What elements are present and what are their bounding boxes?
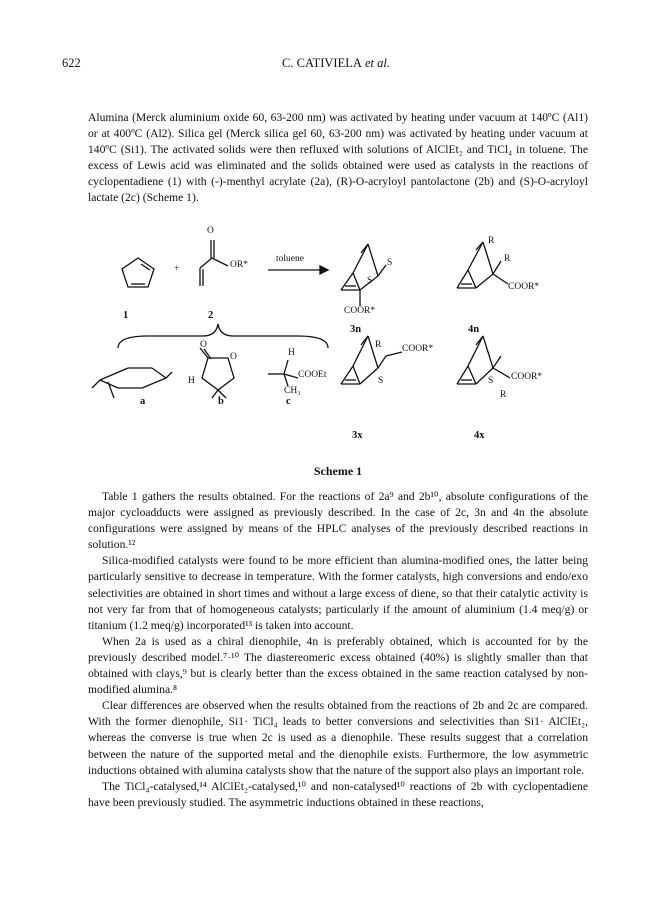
- body-paragraph-3: When 2a is used as a chiral dienophile, 4n is preferably obtained, which is accounted for by the previously described model.⁷·¹⁰ The diastereomeric excess obtained (40%) is slightly smaller than that obtained with clays,⁹ but is clearly better than the excess obtained in the same reaction catalysed by non-modified alumina.⁸: [88, 634, 588, 697]
- c-cooet-label: COOEt: [298, 370, 327, 380]
- 3n-s-label-2: S: [387, 258, 393, 268]
- or-label: OR*: [230, 260, 248, 270]
- compound-4x-label: 4x: [474, 430, 485, 441]
- norbornene-4n: [457, 242, 511, 288]
- page-number: 622: [62, 56, 81, 70]
- intro-paragraph-block: [88, 110, 588, 207]
- norbornene-4x: [457, 336, 510, 384]
- cyclopentadiene-ring: [122, 258, 154, 287]
- compound-4n-label: 4n: [468, 324, 480, 335]
- compound-1-label: 1: [123, 310, 129, 321]
- body-paragraph-2: Silica-modified catalysts were found to be more efficient than alumina-modified ones, the latter being particularly sensitive to decrease in temperature. With the former catalysts, high conversions and endo/exo selectivities are obtained in short times and without a large excess of diene, so that their catalytic activity is not very far from that of homogeneous catalysts; particularly if the amount of aluminium (1.4 meq/g) or titanium (1.2 meq/g) incorporated¹³ is taken into account.: [88, 554, 588, 632]
- compound-3x-label: 3x: [352, 430, 363, 441]
- scheme-drawing: [88, 218, 588, 480]
- c-h-label: H: [288, 348, 295, 358]
- pantolactone-group: [200, 348, 234, 398]
- running-title: [62, 56, 610, 71]
- 3x-r-label: R: [375, 340, 382, 350]
- compound-2-label: 2: [208, 310, 214, 321]
- 3n-coor-label: COOR*: [344, 306, 376, 316]
- 3x-coor-label: COOR*: [402, 344, 434, 354]
- sub-b-label: b: [218, 396, 224, 407]
- norbornene-3n: [341, 244, 386, 306]
- body-paragraph-5: The TiCl₄-catalysed,¹⁴ AlClEt₂-catalysed,¹⁰ and non-catalysed¹⁰ reactions of 2b with cyclopentadiene have been previously studied. The asymmetric inductions obtained in these reactions,: [88, 779, 588, 809]
- body-paragraph-4: Clear differences are observed when the results obtained from the reactions of 2b and 2c are compared. With the former dienophile, Si1· TiCl₄ leads to better conversions and selectivities than Si1· AlClEt₂, whereas the converse is true when 2c is used as a dienophile. These results suggest that a correlation between the nature of the supported metal and the dienophile exists. Furthermore, the low asymmetric inductions obtained with alumina catalysts show that the nature of the support also plays an important role.: [88, 699, 588, 777]
- c-ch3-label: CH₃: [284, 386, 301, 396]
- intro-paragraph: Alumina (Merck aluminium oxide 60, 63-200 nm) was activated by heating under vacuum at 140ºC (Al1) or at 400ºC (Al2). Silica gel (Merck silica gel 60, 63-200 nm) was activated by heating under vacuum at 140ºC (Si1). The activated solids were then refluxed with solutions of AlClEt₂ and TiCl₄ in toluene. The excess of Lewis acid was eliminated and the solids obtained were used as catalysts in the reactions of cyclopentadiene (1) with (-)-menthyl acrylate (2a), (R)-O-acryloyl pantolactone (2b) and (S)-O-acryloyl lactate (2c) (Scheme 1).: [88, 111, 588, 205]
- b-o-label-1: O: [200, 340, 207, 350]
- running-header: [62, 56, 610, 72]
- b-h-label: H: [188, 376, 195, 386]
- 4n-r-label-1: R: [488, 236, 495, 246]
- author-surname: ATIVIELA: [304, 56, 362, 70]
- menthyl-group: [92, 368, 172, 398]
- plus-sign: +: [174, 264, 180, 274]
- norbornene-3x: [341, 336, 402, 384]
- 4n-coor-label: COOR*: [508, 282, 540, 292]
- carbonyl-o-label: O: [207, 226, 214, 236]
- sub-c-label: c: [286, 396, 291, 407]
- 4n-r-label-2: R: [504, 254, 511, 264]
- author-initial: C. C: [282, 56, 305, 70]
- reaction-scheme: [88, 218, 588, 480]
- substituent-bracket: [118, 324, 328, 348]
- compound-3n-label: 3n: [350, 324, 362, 335]
- body-paragraph-1: Table 1 gathers the results obtained. For the reactions of 2a⁹ and 2b¹⁰, absolute configurations of the major cycloadducts were assigned as previously described. In the case of 2c, 3n and 4n the absolute configurations were assigned by means of the HPLC analyses of the previously described reactions in solution.¹²: [88, 490, 588, 552]
- 4x-coor-label: COOR*: [511, 372, 543, 382]
- arrow-label: toluene: [276, 254, 304, 264]
- author-etal: et al.: [361, 56, 390, 70]
- 3x-s-label: S: [378, 376, 384, 386]
- b-o-label-2: O: [230, 352, 237, 362]
- scheme-caption: Scheme 1: [313, 464, 363, 478]
- 4x-r-label: R: [500, 390, 507, 400]
- 3n-s-label-1: S: [367, 276, 373, 286]
- 4x-s-label: S: [488, 376, 494, 386]
- body-text: [88, 489, 588, 811]
- lactate-group: [268, 360, 298, 386]
- sub-a-label: a: [140, 396, 146, 407]
